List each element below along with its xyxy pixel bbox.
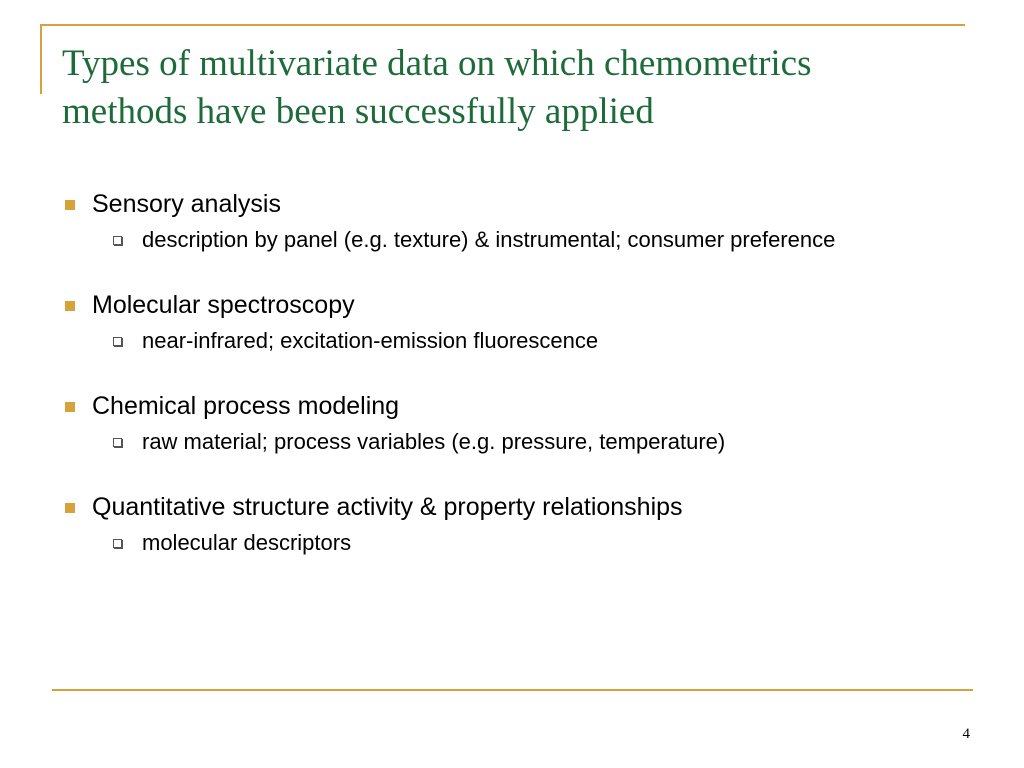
hollow-square-bullet-icon <box>113 236 122 245</box>
square-bullet-icon <box>65 200 75 210</box>
bullet-level-2 <box>62 326 962 356</box>
sub-bullet-text: raw material; process variables (e.g. pressure, temperature) <box>142 429 726 454</box>
square-bullet-icon <box>65 301 75 311</box>
bullet-item <box>62 286 962 356</box>
title-line-2: methods have been successfully applied <box>62 91 654 132</box>
top-rule <box>40 24 965 26</box>
slide-title <box>62 40 962 136</box>
sub-bullet-text: near-infrared; excitation-emission fluorescence <box>142 328 599 353</box>
bullet-level-2 <box>62 427 962 457</box>
bullet-label: Chemical process modeling <box>92 392 400 420</box>
title-line-1: Types of multivariate data on which chemometrics <box>62 43 812 84</box>
bullet-level-1 <box>62 488 962 526</box>
sub-bullet-text: description by panel (e.g. texture) & instrumental; consumer preference <box>142 227 836 252</box>
left-rule <box>40 24 42 94</box>
bullet-level-1 <box>62 387 962 425</box>
bullet-level-1 <box>62 185 962 223</box>
bullet-item <box>62 488 962 558</box>
sub-bullet-text: molecular descriptors <box>142 530 352 555</box>
hollow-square-bullet-icon <box>113 438 122 447</box>
bullet-level-2 <box>62 225 962 255</box>
bullet-list <box>62 185 962 558</box>
square-bullet-icon <box>65 503 75 513</box>
hollow-square-bullet-icon <box>113 539 122 548</box>
square-bullet-icon <box>65 402 75 412</box>
hollow-square-bullet-icon <box>113 337 122 346</box>
bullet-label: Molecular spectroscopy <box>92 291 355 319</box>
bullet-label: Sensory analysis <box>92 190 281 218</box>
bullet-level-1 <box>62 286 962 324</box>
bullet-label: Quantitative structure activity & property relationships <box>92 493 683 521</box>
bullet-item <box>62 387 962 457</box>
bullet-level-2 <box>62 528 962 558</box>
page-number: 4 <box>962 726 970 742</box>
bottom-rule <box>52 689 973 691</box>
bullet-item <box>62 185 962 255</box>
